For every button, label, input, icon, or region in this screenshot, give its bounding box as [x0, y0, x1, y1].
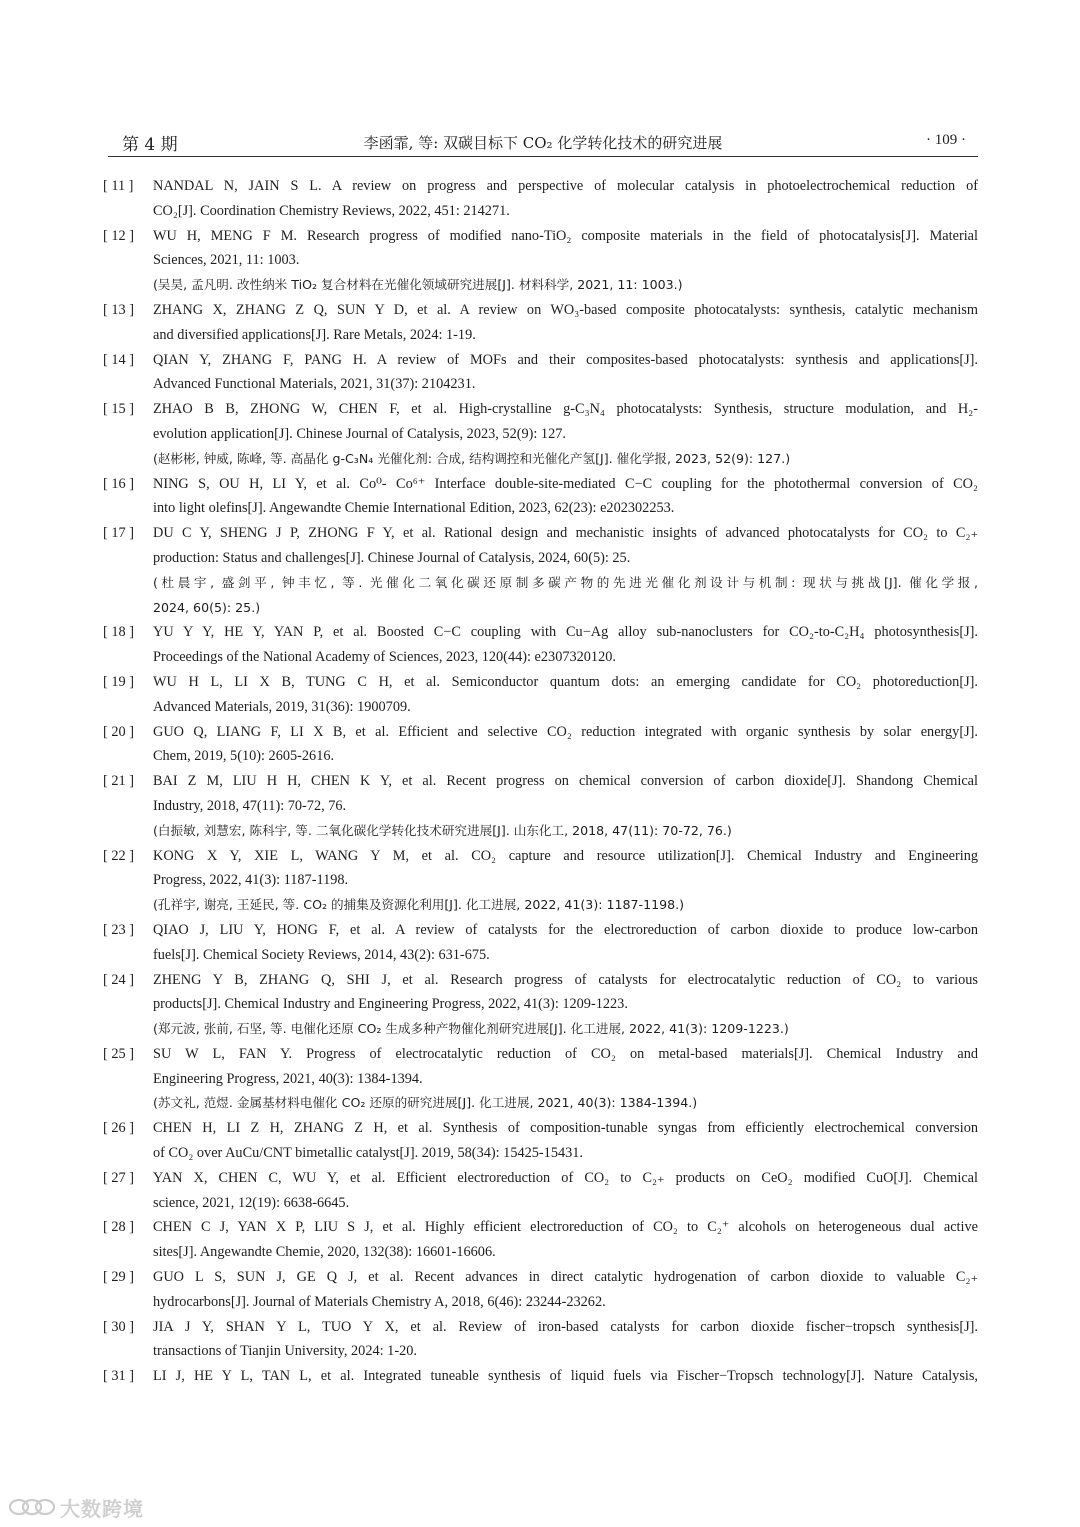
- reference-text-line: NANDAL N, JAIN S L. A review on progress and perspective of molecular catalysis in photoelectrochemical reduction of: [153, 178, 978, 194]
- reference-item: [103, 844, 978, 918]
- reference-translation-line: (苏文礼, 范煜. 金属基材料电催化 CO₂ 还原的研究进展[J]. 化工进展, 2021, 40(3): 1384-1394.): [153, 1095, 698, 1111]
- reference-text-line: WU H L, LI X B, TUNG C H, et al. Semiconductor quantum dots: an emerging candidate for CO₂ photoreduction[J].: [153, 673, 978, 690]
- reference-item: [103, 1166, 978, 1216]
- reference-number: [ 13 ]: [103, 301, 134, 318]
- reference-item: [103, 1265, 978, 1315]
- reference-number: [ 24 ]: [103, 971, 134, 988]
- reference-text-line: Proceedings of the National Academy of Sciences, 2023, 120(44): e2307320120.: [153, 649, 616, 666]
- reference-number: [ 29 ]: [103, 1269, 134, 1286]
- reference-number: [ 16 ]: [103, 475, 134, 492]
- reference-number: [ 20 ]: [103, 723, 134, 740]
- reference-number: [ 12 ]: [103, 227, 134, 244]
- reference-item: [103, 1042, 978, 1116]
- reference-text-line: Industry, 2018, 47(11): 70-72, 76.: [153, 797, 347, 814]
- reference-text-line: sites[J]. Angewandte Chemie, 2020, 132(38): 16601-16606.: [153, 1244, 496, 1261]
- reference-item: [103, 472, 978, 522]
- running-header: [108, 128, 978, 157]
- reference-translation-line: (郑元波, 张前, 石坚, 等. 电催化还原 CO₂ 生成多种产物催化剂研究进展[J]. 化工进展, 2022, 41(3): 1209-1223.): [153, 1021, 789, 1037]
- reference-list: [103, 174, 978, 1389]
- reference-item: [103, 298, 978, 348]
- reference-text-line: production: Status and challenges[J]. Chinese Journal of Catalysis, 2024, 60(5): 25.: [153, 549, 631, 566]
- reference-translation-line: (吴昊, 孟凡明. 改性纳米 TiO₂ 复合材料在光催化领域研究进展[J]. 材料科学, 2021, 11: 1003.): [153, 277, 683, 293]
- reference-text-line: evolution application[J]. Chinese Journal of Catalysis, 2023, 52(9): 127.: [153, 425, 566, 442]
- reference-text-line: CO₂[J]. Coordination Chemistry Reviews, 2022, 451: 214271.: [153, 202, 510, 219]
- reference-number: [ 23 ]: [103, 921, 134, 938]
- reference-item: [103, 720, 978, 770]
- chain-link-logo-icon: [8, 1496, 56, 1518]
- reference-text-line: QIAN Y, ZHANG F, PANG H. A review of MOFs and their composites-based photocatalysts: synthesis and applications[J].: [153, 351, 978, 368]
- reference-number: [ 17 ]: [103, 525, 134, 542]
- reference-text-line: Chem, 2019, 5(10): 2605-2616.: [153, 748, 335, 765]
- reference-text-line: and diversified applications[J]. Rare Metals, 2024: 1-19.: [153, 326, 476, 343]
- reference-text-line: Sciences, 2021, 11: 1003.: [153, 252, 300, 269]
- reference-text-line: QIAO J, LIU Y, HONG F, et al. A review of catalysts for the electroreduction of carbon dioxide to produce low-carbon: [153, 921, 978, 938]
- issue-number: 第 4 期: [122, 135, 178, 155]
- reference-item: [103, 1364, 978, 1389]
- reference-text-line: CHEN H, LI Z H, ZHANG Z H, et al. Synthesis of composition-tunable syngas from efficiently electrochemical conversion: [153, 1120, 978, 1137]
- reference-text-line: into light olefins[J]. Angewandte Chemie International Edition, 2023, 62(23): e202302253.: [153, 500, 675, 517]
- reference-text-line: transactions of Tianjin University, 2024: 1-20.: [153, 1343, 417, 1360]
- reference-item: [103, 521, 978, 620]
- page-number: · 109 ·: [926, 132, 966, 148]
- reference-text-line: CHEN C J, YAN X P, LIU S J, et al. Highly efficient electroreduction of CO₂ to C₂⁺ alcohols on heterogeneous dual active: [153, 1219, 978, 1236]
- reference-text-line: GUO L S, SUN J, GE Q J, et al. Recent advances in direct catalytic hydrogenation of carbon dioxide to valuable C₂₊: [153, 1269, 978, 1286]
- reference-item: [103, 918, 978, 968]
- reference-text-line: products[J]. Chemical Industry and Engineering Progress, 2022, 41(3): 1209-1223.: [153, 996, 628, 1013]
- reference-text-line: science, 2021, 12(19): 6638-6645.: [153, 1194, 350, 1211]
- reference-translation-line: (白振敏, 刘慧宏, 陈科宇, 等. 二氧化碳化学转化技术研究进展[J]. 山东化工, 2018, 47(11): 70-72, 76.): [153, 822, 732, 838]
- reference-number: [ 26 ]: [103, 1120, 134, 1137]
- reference-text-line: fuels[J]. Chemical Society Reviews, 2014, 43(2): 631-675.: [153, 946, 490, 963]
- reference-text-line: WU H, MENG F M. Research progress of modified nano-TiO₂ composite materials in the field of photocatalysis[J]. Material: [153, 227, 978, 244]
- reference-number: [ 25 ]: [103, 1045, 134, 1062]
- reference-translation-line: (孔祥宇, 谢亮, 王延民, 等. CO₂ 的捕集及资源化利用[J]. 化工进展, 2022, 41(3): 1187-1198.): [153, 897, 685, 913]
- reference-item: [103, 1116, 978, 1166]
- reference-number: [ 28 ]: [103, 1219, 134, 1236]
- reference-number: [ 14 ]: [103, 351, 134, 368]
- reference-text-line: YU Y Y, HE Y, YAN P, et al. Boosted C−C coupling with Cu−Ag alloy sub-nanoclusters for CO₂-to-C₂H₄ photosynthesis[J].: [153, 624, 978, 641]
- reference-number: [ 21 ]: [103, 773, 134, 790]
- reference-item: [103, 397, 978, 471]
- reference-translation-line: 2024, 60(5): 25.): [153, 599, 261, 615]
- reference-item: [103, 174, 978, 224]
- reference-number: [ 11 ]: [103, 178, 134, 194]
- reference-text-line: ZHENG Y B, ZHANG Q, SHI J, et al. Research progress of catalysts for electrocatalytic reduction of CO₂ to various: [153, 971, 978, 988]
- watermark: [8, 1493, 144, 1521]
- reference-text-line: hydrocarbons[J]. Journal of Materials Chemistry A, 2018, 6(46): 23244-23262.: [153, 1293, 606, 1310]
- reference-text-line: KONG X Y, XIE L, WANG Y M, et al. CO₂ capture and resource utilization[J]. Chemical Industry and Engineering: [153, 847, 978, 864]
- reference-translation-line: (杜晨宇, 盛剑平, 钟丰忆, 等. 光催化二氧化碳还原制多碳产物的先进光催化剂设计与机制: 现状与挑战[J]. 催化学报,: [153, 574, 978, 590]
- reference-text-line: GUO Q, LIANG F, LI X B, et al. Efficient and selective CO₂ reduction integrated with organic synthesis by solar energy[J].: [153, 723, 978, 740]
- reference-text-line: of CO₂ over AuCu/CNT bimetallic catalyst[J]. 2019, 58(34): 15425-15431.: [153, 1145, 583, 1162]
- reference-text-line: Progress, 2022, 41(3): 1187-1198.: [153, 872, 349, 889]
- reference-text-line: ZHANG X, ZHANG Z Q, SUN Y D, et al. A review on WO₃-based composite photocatalysts: synthesis, catalytic mechanism: [153, 301, 978, 318]
- reference-number: [ 31 ]: [103, 1368, 134, 1385]
- reference-text-line: NING S, OU H, LI Y, et al. Co⁰- Co⁶⁺ Interface double-site-mediated C−C coupling for the photothermal conversion of CO₂: [153, 475, 978, 492]
- reference-text-line: SU W L, FAN Y. Progress of electrocatalytic reduction of CO₂ on metal-based materials[J]. Chemical Industry and: [153, 1045, 978, 1062]
- reference-text-line: ZHAO B B, ZHONG W, CHEN F, et al. High-crystalline g-C₃N₄ photocatalysts: Synthesis, structure modulation, and H₂-: [153, 401, 978, 418]
- reference-text-line: Advanced Functional Materials, 2021, 31(37): 2104231.: [153, 376, 476, 393]
- reference-number: [ 22 ]: [103, 847, 134, 864]
- reference-number: [ 27 ]: [103, 1169, 134, 1186]
- reference-text-line: Advanced Materials, 2019, 31(36): 1900709.: [153, 698, 411, 715]
- reference-translation-line: (赵彬彬, 钟威, 陈峰, 等. 高晶化 g-C₃N₄ 光催化剂: 合成, 结构调控和光催化产氢[J]. 催化学报, 2023, 52(9): 127.): [153, 450, 791, 466]
- reference-item: [103, 968, 978, 1042]
- reference-text-line: LI J, HE Y L, TAN L, et al. Integrated tuneable synthesis of liquid fuels via Fischer−Tropsch technology[J]. Nature Catalysis,: [153, 1368, 978, 1385]
- reference-item: [103, 1315, 978, 1365]
- reference-item: [103, 620, 978, 670]
- reference-text-line: BAI Z M, LIU H H, CHEN K Y, et al. Recent progress on chemical conversion of carbon dioxide[J]. Shandong Chemical: [153, 773, 978, 790]
- reference-text-line: Engineering Progress, 2021, 40(3): 1384-1394.: [153, 1070, 423, 1087]
- reference-number: [ 19 ]: [103, 673, 134, 690]
- reference-number: [ 30 ]: [103, 1318, 134, 1335]
- reference-text-line: JIA J Y, SHAN Y L, TUO Y X, et al. Review of iron-based catalysts for carbon dioxide fischer−tropsch synthesis[J].: [153, 1318, 978, 1335]
- reference-item: [103, 670, 978, 720]
- reference-text-line: YAN X, CHEN C, WU Y, et al. Efficient electroreduction of CO₂ to C₂₊ products on CeO₂ modified CuO[J]. Chemical: [153, 1169, 978, 1186]
- reference-text-line: DU C Y, SHENG J P, ZHONG F Y, et al. Rational design and mechanistic insights of advanced photocatalysts for CO₂ to C₂₊: [153, 525, 978, 542]
- reference-item: [103, 1215, 978, 1265]
- running-title: 李函霏, 等: 双碳目标下 CO₂ 化学转化技术的研究进展: [363, 134, 723, 152]
- reference-item: [103, 348, 978, 398]
- reference-number: [ 18 ]: [103, 624, 134, 641]
- reference-item: [103, 769, 978, 843]
- reference-number: [ 15 ]: [103, 401, 134, 418]
- watermark-text: 大数跨境: [60, 1496, 144, 1521]
- reference-item: [103, 224, 978, 298]
